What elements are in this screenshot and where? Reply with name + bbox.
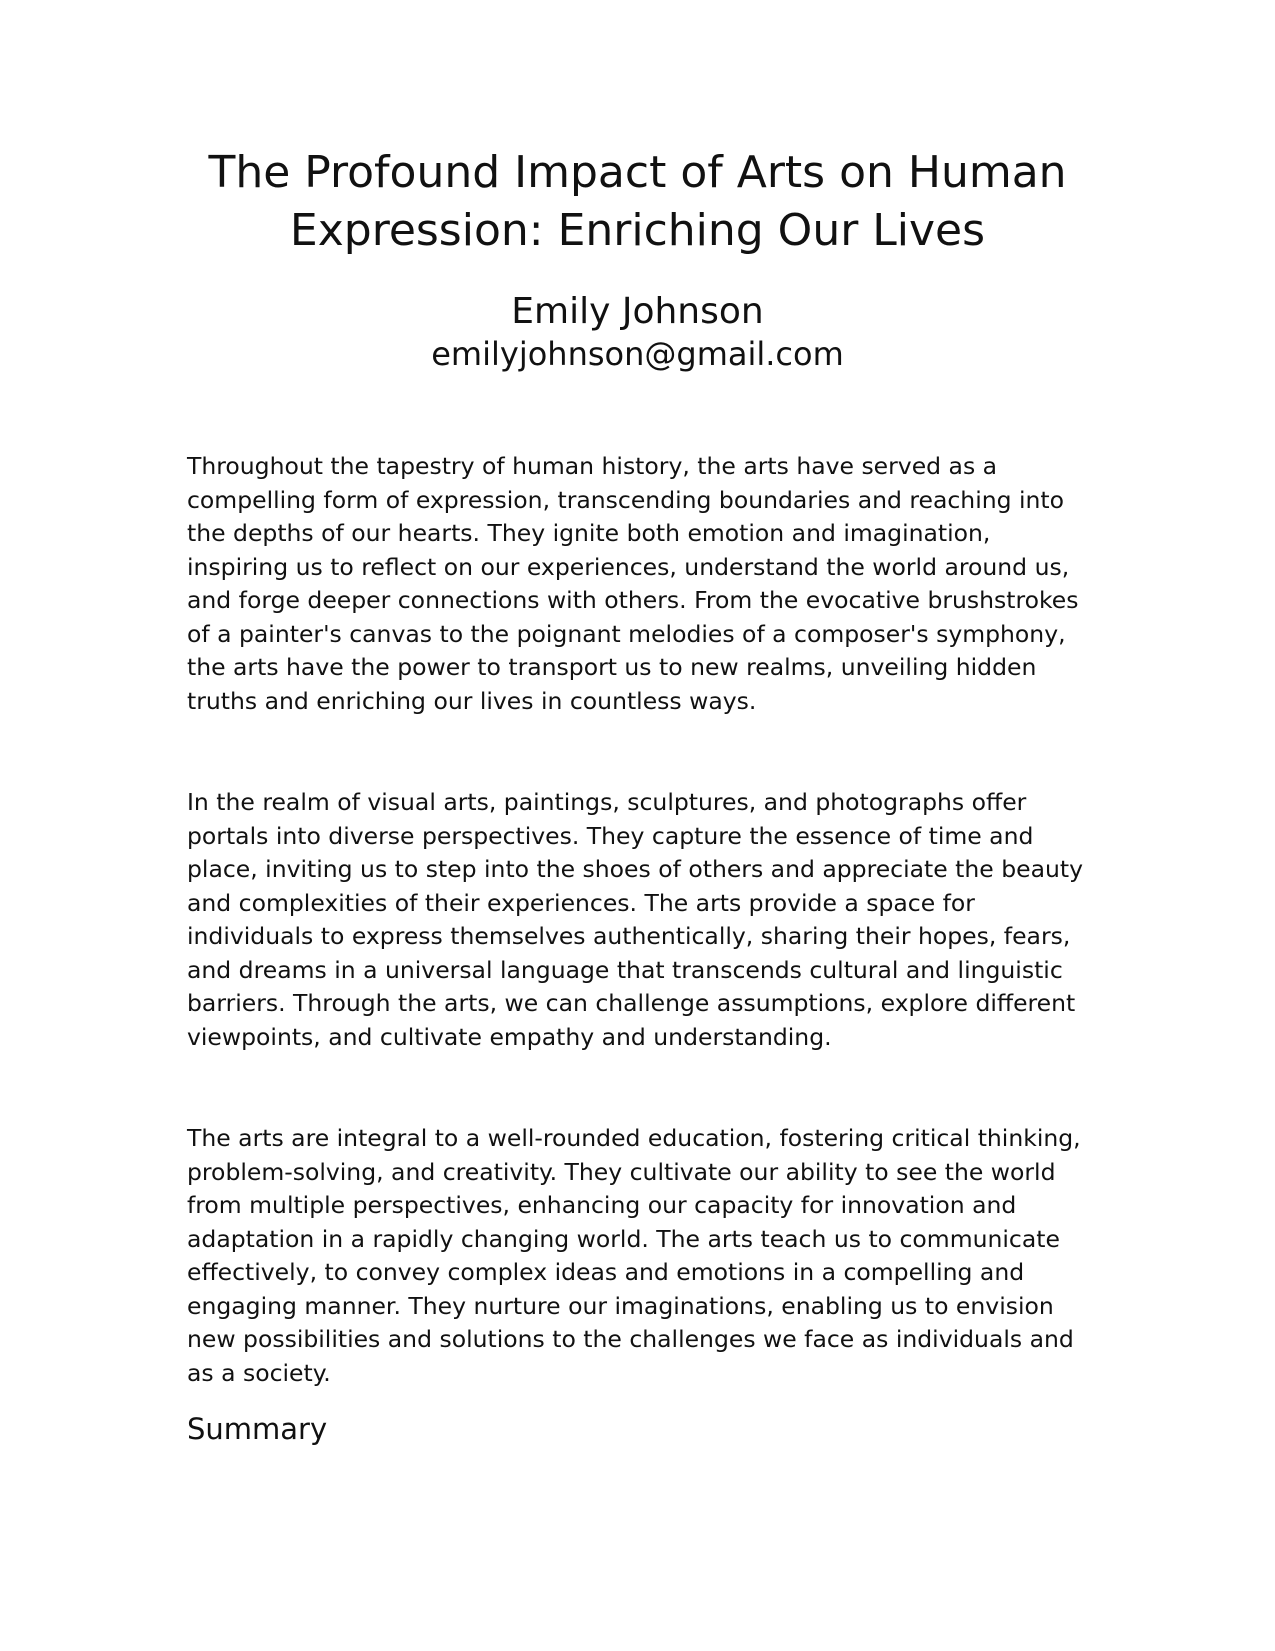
document-title bbox=[150, 144, 1125, 260]
paragraph-1: Throughout the tapestry of human history, the arts have served as a compelling form of expression, transcending boundaries and reaching into the depths of our hearts. They ignite both emotion and imagination, inspiring us to reflect on our experiences, understand the world around us, and forge deeper connections with others. From the evocative brushstrokes of a painter's canvas to the poignant melodies of a composer's symphony, the arts have the power to transport us to new realms, unveiling hidden truths and enriching our lives in countless ways. bbox=[187, 452, 1079, 715]
paragraph-2: In the realm of visual arts, paintings, sculptures, and photographs offer portals into diverse perspectives. They capture the essence of time and place, inviting us to step into the shoes of others and appreciate the beauty and complexities of their experiences. The arts provide a space for individuals to express themselves authentically, sharing their hopes, fears, and dreams in a universal language that transcends cultural and linguistic barriers. Through the arts, we can challenge assumptions, explore different viewpoints, and cultivate empathy and understanding. bbox=[187, 788, 1084, 1051]
author-name: Emily Johnson bbox=[511, 291, 764, 332]
paragraph-3: The arts are integral to a well-rounded education, fostering critical thinking, problem-solving, and creativity. They cultivate our ability to see the world from multiple perspectives, enhancing our capacity for innovation and adaptation in a rapidly changing world. The arts teach us to communicate effectively, to convey complex ideas and emotions in a compelling and engaging manner. They nurture our imaginations, enabling us to envision new possibilities and solutions to the challenges we face as individuals and as a society. bbox=[187, 1124, 1081, 1387]
title-line-2: Expression: Enriching Our Lives bbox=[289, 205, 986, 256]
author-email: emilyjohnson@gmail.com bbox=[431, 335, 844, 373]
section-heading-summary: Summary bbox=[187, 1412, 328, 1446]
title-line-1: The Profound Impact of Arts on Human bbox=[208, 147, 1067, 198]
